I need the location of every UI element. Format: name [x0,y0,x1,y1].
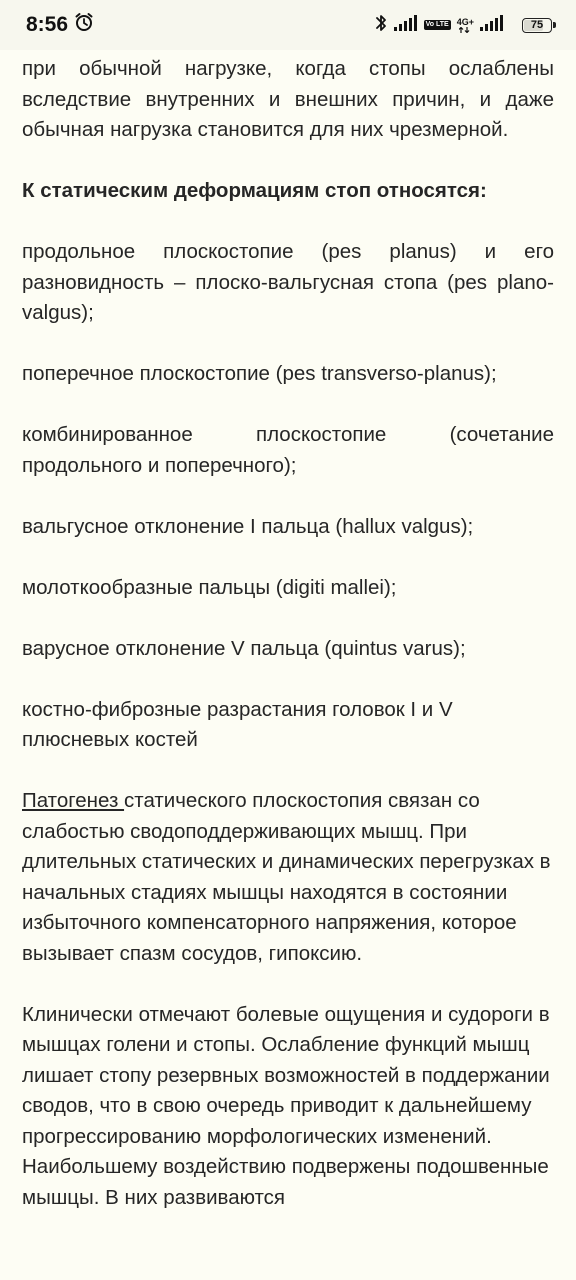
network-type-label: 4G+ [456,16,474,27]
alarm-icon [74,12,94,38]
signal-icon-2 [480,15,504,36]
battery-level: 75 [530,19,544,31]
article-intro: при обычной нагрузке, когда стопы ослаблены вследствие внутренних и внешних причин, и даже обычная нагрузка становится для них чрезмерной. [22,57,554,141]
list-item: продольное плоскостопие (pes planus) и его разновидность – плоско-вальгусная стопа (pes plano-valgus); [22,240,554,324]
list-item: варусное отклонение V пальца (quintus varus); [22,636,466,660]
clinical-paragraph: Клинически отмечают болевые ощущения и судороги в мышцах голени и стопы. Ослабление функций мышц лишает стопу резервных возможностей в поддержании сводов, что в свою очередь приводит к дальнейшему прогрессированию морфологических изменений. Наибольшему воздействию подвержены подошвенные мышцы. В них развиваются [22,1002,550,1209]
list-item: комбинированное плоскостопие (сочетание продольного и поперечного); [22,423,554,477]
status-bar [0,0,576,50]
battery-icon [522,18,552,33]
volte-badge: Vo LTE [425,21,449,28]
list-item: молоткообразные пальцы (digiti mallei); [22,575,397,599]
data-arrows-icon [459,27,471,33]
pathogenesis-text: статического плоскостопия связан со слабостью сводоподдерживающих мышц. При длительных статических и динамических перегрузках в начальных стадиях мышцы находятся в состоянии избыточного компенсаторного напряжения, которое вызывает спазм сосудов, гипоксию. [22,789,551,965]
bluetooth-icon [374,13,388,38]
status-right [374,13,552,38]
article-heading: К статическим деформациям стоп относятся: [22,179,487,202]
pathogenesis-paragraph [22,786,554,969]
list-item: вальгусное отклонение I пальца (hallux valgus); [22,514,474,538]
list-item: поперечное плоскостопие (pes transverso-planus); [22,362,497,385]
signal-icon [394,15,418,36]
clock-time: 8:56 [26,13,69,36]
list-item: костно-фиброзные разрастания головок I и V плюсневых костей [22,697,453,751]
article-content [22,54,554,1244]
status-left [26,12,94,38]
network-type [457,18,474,33]
pathogenesis-link[interactable]: Патогенез [22,789,125,812]
